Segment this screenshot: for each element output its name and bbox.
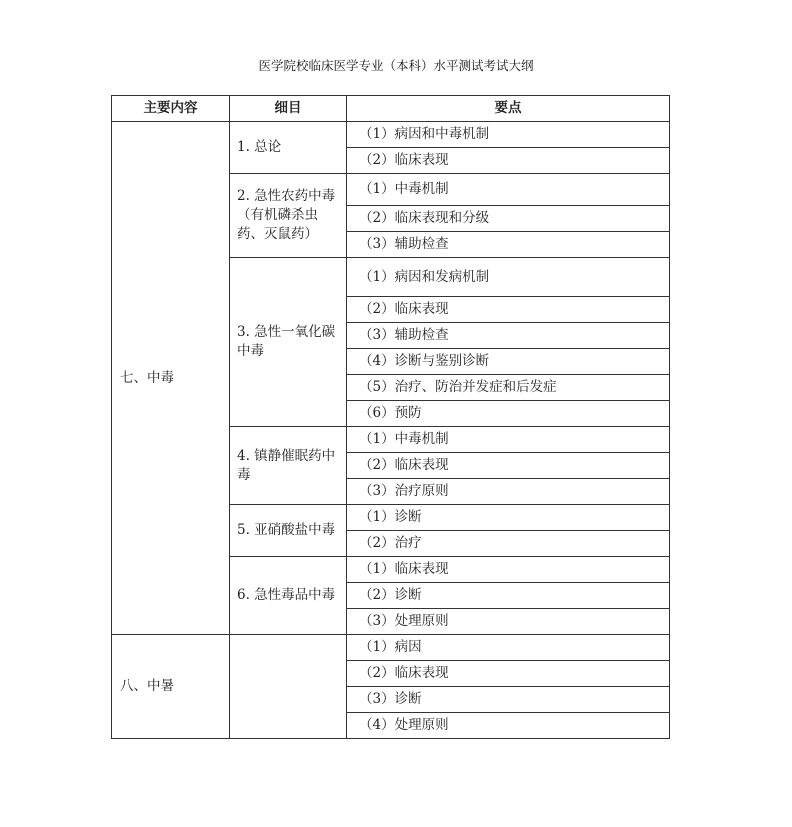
- key-point-cell: （2）临床表现: [347, 661, 670, 687]
- key-point-cell: （2）临床表现和分级: [347, 206, 670, 232]
- sub-item-cell: 4. 镇静催眠药中毒: [230, 427, 347, 505]
- key-point-cell: （2）临床表现: [347, 453, 670, 479]
- key-point-cell: （3）处理原则: [347, 609, 670, 635]
- header-main-content: 主要内容: [112, 96, 230, 122]
- key-point-cell: （1）中毒机制: [347, 427, 670, 453]
- key-point-cell: （3）治疗原则: [347, 479, 670, 505]
- key-point-cell: （2）治疗: [347, 531, 670, 557]
- key-point-cell: （1）病因和中毒机制: [347, 122, 670, 148]
- key-point-cell: （3）辅助检查: [347, 323, 670, 349]
- key-point-cell: （2）临床表现: [347, 297, 670, 323]
- key-point-cell: （1）病因: [347, 635, 670, 661]
- sub-item-cell: 2. 急性农药中毒（有机磷杀虫药、灭鼠药）: [230, 174, 347, 258]
- key-point-cell: （1）临床表现: [347, 557, 670, 583]
- key-point-cell: （1）中毒机制: [347, 174, 670, 206]
- key-point-cell: （2）诊断: [347, 583, 670, 609]
- table-header-row: [112, 96, 670, 122]
- key-point-cell: （3）诊断: [347, 687, 670, 713]
- table-row: [112, 635, 670, 661]
- table-row: [112, 122, 670, 148]
- key-point-cell: （4）处理原则: [347, 713, 670, 739]
- key-point-cell: （2）临床表现: [347, 148, 670, 174]
- table-body: [112, 122, 670, 739]
- syllabus-table: [111, 95, 670, 739]
- sub-item-cell: [230, 635, 347, 739]
- main-content-cell: 八、中暑: [112, 635, 230, 739]
- key-point-cell: （1）病因和发病机制: [347, 258, 670, 297]
- sub-item-cell: 5. 亚硝酸盐中毒: [230, 505, 347, 557]
- key-point-cell: （4）诊断与鉴别诊断: [347, 349, 670, 375]
- key-point-cell: （3）辅助检查: [347, 232, 670, 258]
- main-content-cell: 七、中毒: [112, 122, 230, 635]
- sub-item-cell: 6. 急性毒品中毒: [230, 557, 347, 635]
- key-point-cell: （6）预防: [347, 401, 670, 427]
- sub-item-cell: 1. 总论: [230, 122, 347, 174]
- sub-item-cell: 3. 急性一氧化碳中毒: [230, 258, 347, 427]
- key-point-cell: （5）治疗、防治并发症和后发症: [347, 375, 670, 401]
- header-sub-items: 细目: [230, 96, 347, 122]
- key-point-cell: （1）诊断: [347, 505, 670, 531]
- header-key-points: 要点: [347, 96, 670, 122]
- document-title: 医学院校临床医学专业（本科）水平测试考试大纲: [258, 58, 534, 73]
